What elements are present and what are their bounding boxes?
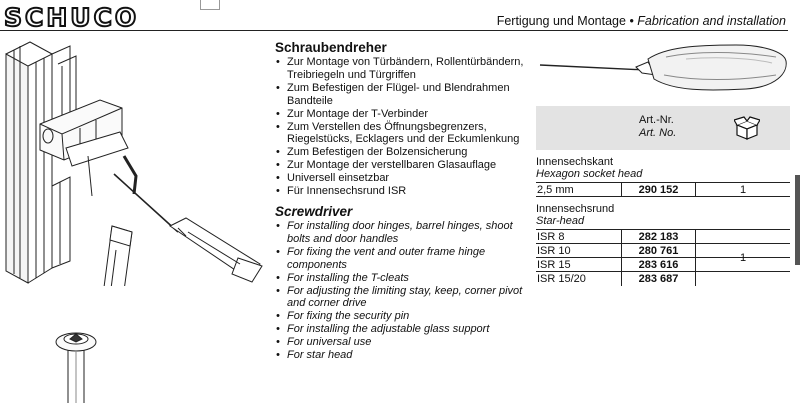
installation-illustration xyxy=(0,36,268,286)
logo-corner-mark xyxy=(200,0,220,10)
group-title-en: Star-head xyxy=(536,215,585,227)
group-header-hex xyxy=(536,150,790,183)
art-no-cell: 290 152 xyxy=(621,183,696,196)
size-cell: ISR 8 xyxy=(537,231,565,243)
art-no-cell: 280 761 xyxy=(621,244,696,257)
list-item: • For star head xyxy=(275,349,530,362)
list-item: • Universell einsetzbar xyxy=(275,172,530,185)
security-pin-illustration xyxy=(52,328,100,403)
art-no-cell: 282 183 xyxy=(621,230,696,243)
list-item: • For fixing the vent and outer frame hinge components xyxy=(275,246,530,272)
art-no-label-en: Art. No. xyxy=(639,127,677,139)
article-table xyxy=(536,106,790,286)
art-no-heading xyxy=(639,114,676,140)
list-item: • Zum Befestigen der Flügel- und Blendrahmen Bandteile xyxy=(275,82,530,108)
group-title-de: Innensechskant xyxy=(536,156,614,168)
table-row xyxy=(536,183,790,197)
product-title-de: Schraubendreher xyxy=(275,40,387,55)
header-rule xyxy=(0,30,788,31)
art-no-label-de: Art.-Nr. xyxy=(639,114,674,126)
package-box-icon xyxy=(734,116,760,140)
product-title-en: Screwdriver xyxy=(275,203,353,219)
size-cell: ISR 15/20 xyxy=(537,273,586,285)
uses-list-en xyxy=(275,220,530,362)
list-item: • Zur Montage der T-Verbinder xyxy=(275,108,530,121)
list-item: • For installing the T-cleats xyxy=(275,272,530,285)
qty-cell: 1 xyxy=(739,184,747,196)
side-tab-marker xyxy=(795,175,800,265)
section-separator: • xyxy=(625,14,638,28)
list-item: • Für Innensechsrund ISR xyxy=(275,185,530,198)
list-item: • Zur Montage der verstellbaren Glasauflage xyxy=(275,159,530,172)
size-cell: ISR 10 xyxy=(537,245,571,257)
qty-cell: 1 xyxy=(739,252,747,264)
product-description xyxy=(275,40,530,362)
table-header xyxy=(536,106,790,150)
list-item: • For universal use xyxy=(275,336,530,349)
uses-list-de xyxy=(275,56,530,198)
list-item: • Zur Montage von Türbändern, Rollentürbändern, Treibriegeln und Türgriffen xyxy=(275,56,530,82)
art-no-cell: 283 616 xyxy=(621,258,696,271)
brand-logo: SCHUCO xyxy=(4,3,140,32)
list-item: • For fixing the security pin xyxy=(275,310,530,323)
list-item: • Zum Verstellen des Öffnungsbegrenzers, Riegelstücks, Ecklagers und der Eckumlenkung xyxy=(275,121,530,147)
size-cell: ISR 15 xyxy=(537,259,571,271)
group-header-star xyxy=(536,197,790,230)
group-title-de: Innensechsrund xyxy=(536,203,615,215)
art-no-cell: 283 687 xyxy=(621,272,696,286)
section-header xyxy=(497,14,786,28)
size-cell: 2,5 mm xyxy=(537,184,574,196)
section-title-en: Fabrication and installation xyxy=(637,14,786,28)
list-item: • For adjusting the limiting stay, keep, corner pivot and corner drive xyxy=(275,285,530,311)
section-title-de: Fertigung und Montage xyxy=(496,14,626,28)
list-item: • Zum Befestigen der Bolzensicherung xyxy=(275,146,530,159)
list-item: • For installing door hinges, barrel hinges, shoot bolts and door handles xyxy=(275,220,530,246)
star-head-rows xyxy=(536,230,790,286)
group-title-en: Hexagon socket head xyxy=(536,168,643,180)
list-item: • For installing the adjustable glass support xyxy=(275,323,530,336)
screwdriver-illustration xyxy=(536,37,790,103)
